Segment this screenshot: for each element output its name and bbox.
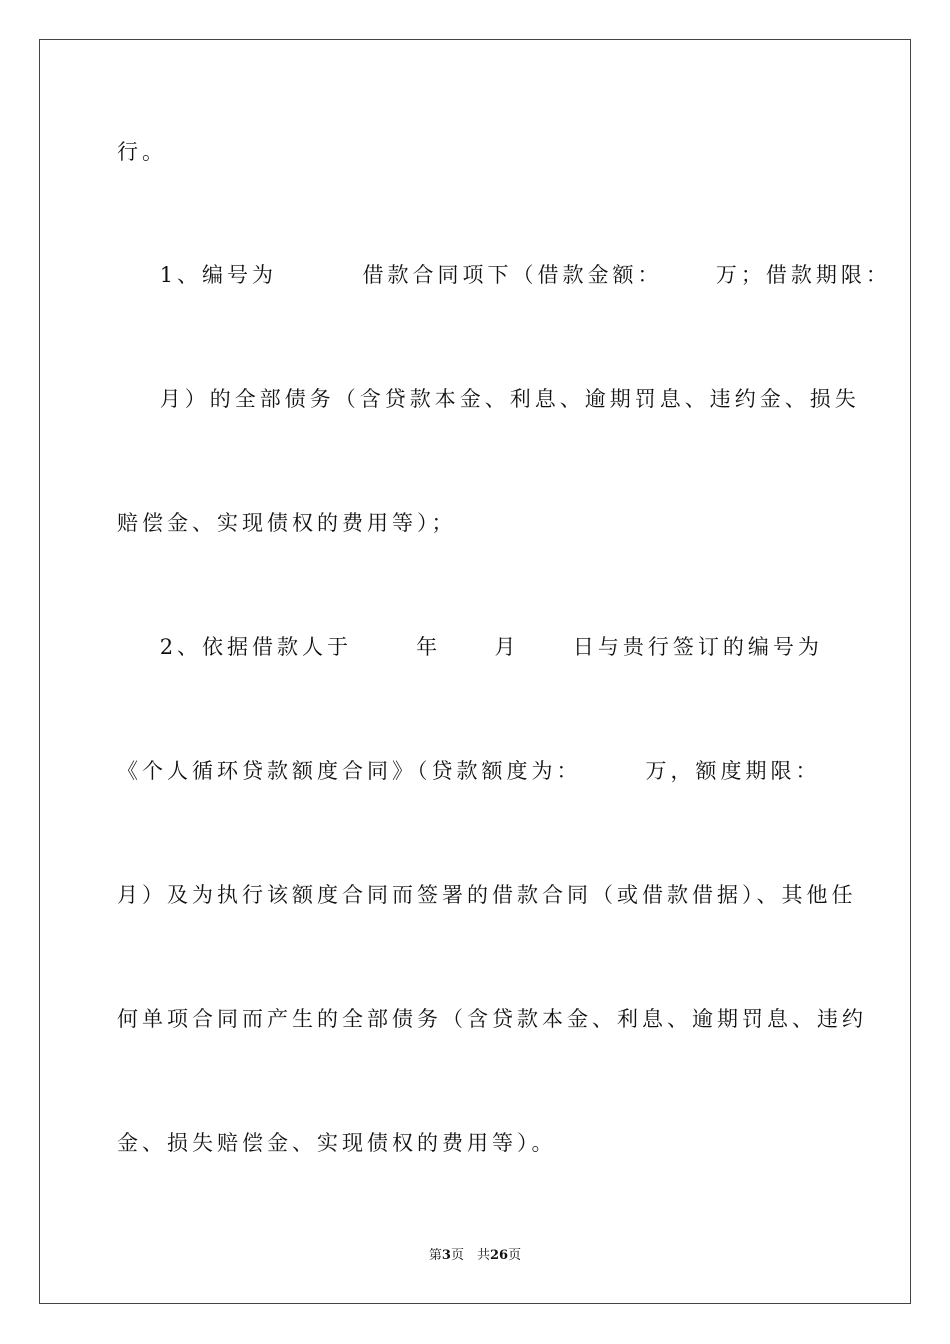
footer-page-suffix: 页 共 (450, 1248, 490, 1263)
body-line-1: 行。 (117, 140, 167, 164)
body-line-9: 金、损失赔偿金、实现债权的费用等）。 (117, 1131, 557, 1155)
body-line-8: 何单项合同而产生的全部债务（含贷款本金、利息、逾期罚息、违约 (117, 1007, 867, 1031)
footer-total-suffix: 页 (508, 1248, 522, 1263)
footer-prefix: 第 (428, 1248, 442, 1263)
body-line-3: 月）的全部债务（含贷款本金、利息、逾期罚息、违约金、损失 (117, 387, 860, 411)
footer-total-pages: 26 (489, 1248, 509, 1263)
page-footer (0, 1247, 950, 1265)
footer-page-number: 3 (441, 1248, 451, 1263)
page-border (39, 39, 911, 1304)
body-line-4: 赔偿金、实现债权的费用等）； (117, 511, 457, 535)
body-line-2: 1、编号为 借款合同项下（借款金额： 万；借款期限： (117, 263, 891, 287)
body-line-6: 《个人循环贷款额度合同》（贷款额度为： 万，额度期限： (117, 759, 821, 783)
body-line-7: 月）及为执行该额度合同而签署的借款合同（或借款借据）、其他任 (117, 883, 857, 907)
body-line-5: 2、依据借款人于 年 月 日与贵行签订的编号为 (117, 635, 823, 659)
